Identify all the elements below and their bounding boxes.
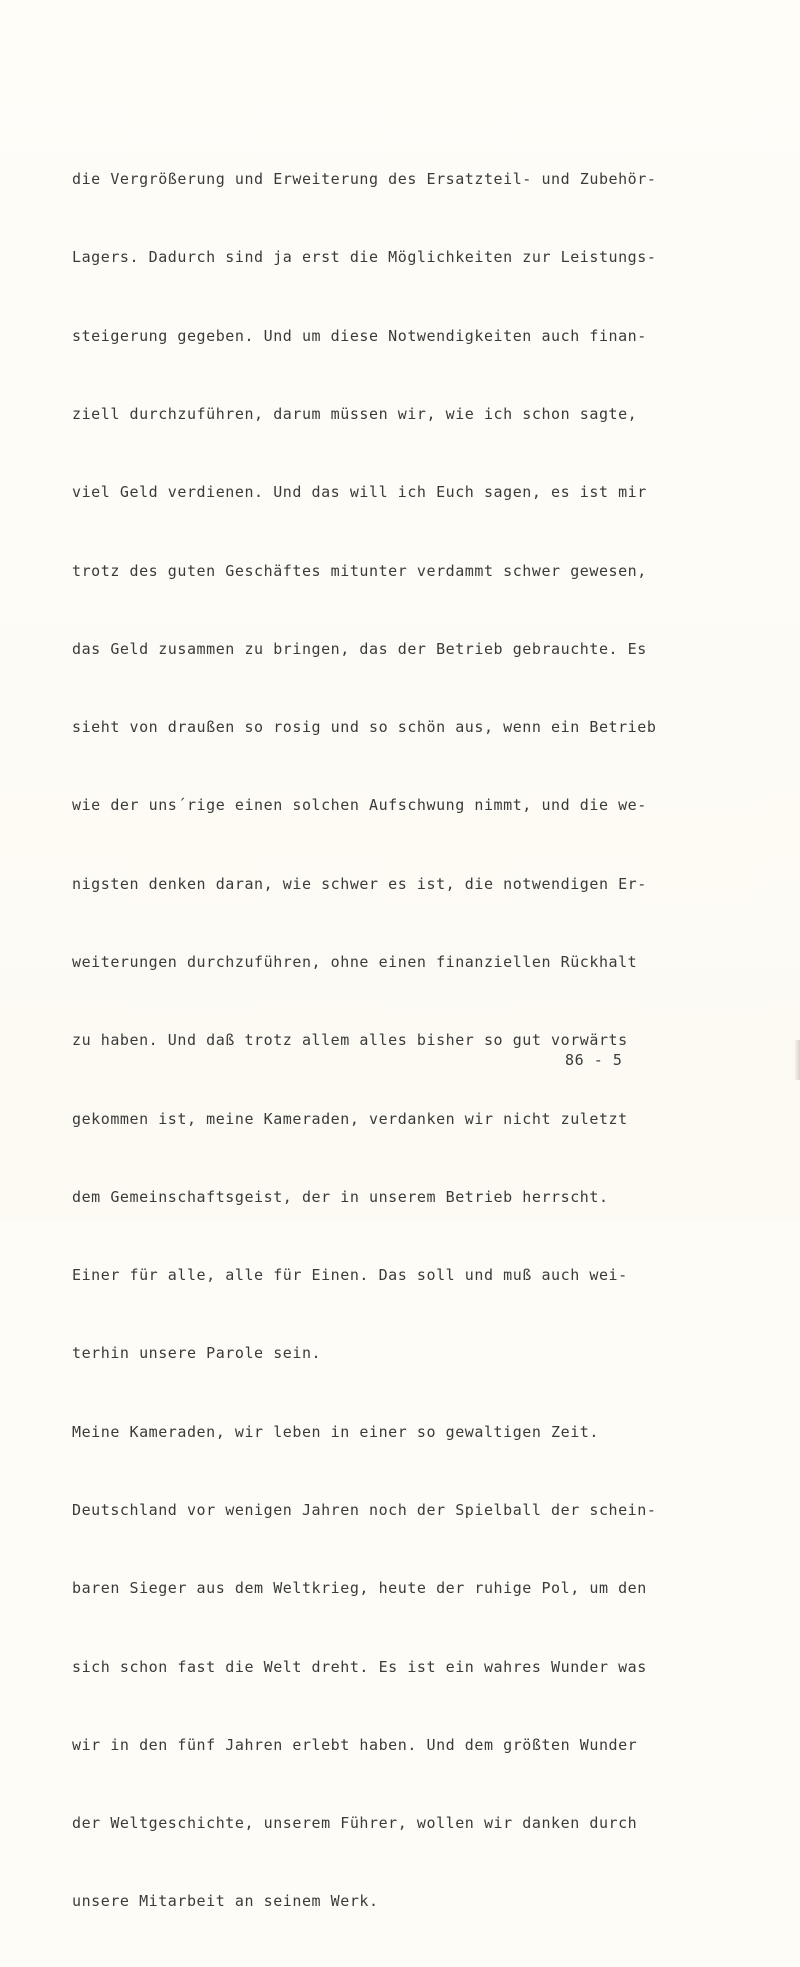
text-line: dem Gemeinschaftsgeist, der in unserem Betrieb herrscht. <box>72 1187 609 1206</box>
text-line: Deutschland vor wenigen Jahren noch der Spielball der schein- <box>72 1500 657 1519</box>
text-line: steigerung gegeben. Und um diese Notwendigkeiten auch finan- <box>72 326 647 345</box>
text-line: terhin unsere Parole sein. <box>72 1344 322 1363</box>
text-line: Meine Kameraden, wir leben in einer so gewaltigen Zeit. <box>72 1422 599 1441</box>
text-line: baren Sieger aus dem Weltkrieg, heute der ruhige Pol, um den <box>72 1579 647 1598</box>
text-line: nigsten denken daran, wie schwer es ist, die notwendigen Er- <box>72 874 647 893</box>
page-number: 86 - 5 <box>565 1051 623 1069</box>
text-line: gekommen ist, meine Kameraden, verdanken wir nicht zuletzt <box>72 1109 628 1128</box>
text-line: sieht von draußen so rosig und so schön aus, wenn ein Betrieb <box>72 718 657 737</box>
text-line: weiterungen durchzuführen, ohne einen finanziellen Rückhalt <box>72 953 638 971</box>
text-line: wie der uns´rige einen solchen Aufschwung nimmt, und die we- <box>72 796 647 815</box>
text-line: wir in den fünf Jahren erlebt haben. Und dem größten Wunder <box>72 1735 638 1754</box>
text-line: unsere Mitarbeit an seinem Werk. <box>72 1892 379 1911</box>
text-line: viel Geld verdienen. Und das will ich Euch sagen, es ist mir <box>72 483 647 502</box>
text-line: sich schon fast die Welt dreht. Es ist ein wahres Wunder was <box>72 1657 647 1676</box>
text-line: Einer für alle, alle für Einen. Das soll und muß auch wei- <box>72 1266 628 1285</box>
text-line: zu haben. Und daß trotz allem alles bisher so gut vorwärts <box>72 1031 628 1050</box>
text-line: die Vergrößerung und Erweiterung des Ersatzteil- und Zubehör- <box>72 170 657 189</box>
text-line: der Weltgeschichte, unserem Führer, wollen wir danken durch <box>72 1814 638 1833</box>
text-line: trotz des guten Geschäftes mitunter verdammt schwer gewesen, <box>72 561 647 580</box>
text-line: Lagers. Dadurch sind ja erst die Möglichkeiten zur Leistungs- <box>72 248 657 267</box>
body-text <box>72 114 672 1967</box>
text-line: das Geld zusammen zu bringen, das der Betrieb gebrauchte. Es <box>72 639 647 658</box>
page-edge-shadow <box>794 1040 800 1080</box>
text-line: ziell durchzuführen, darum müssen wir, wie ich schon sagte, <box>72 405 638 424</box>
